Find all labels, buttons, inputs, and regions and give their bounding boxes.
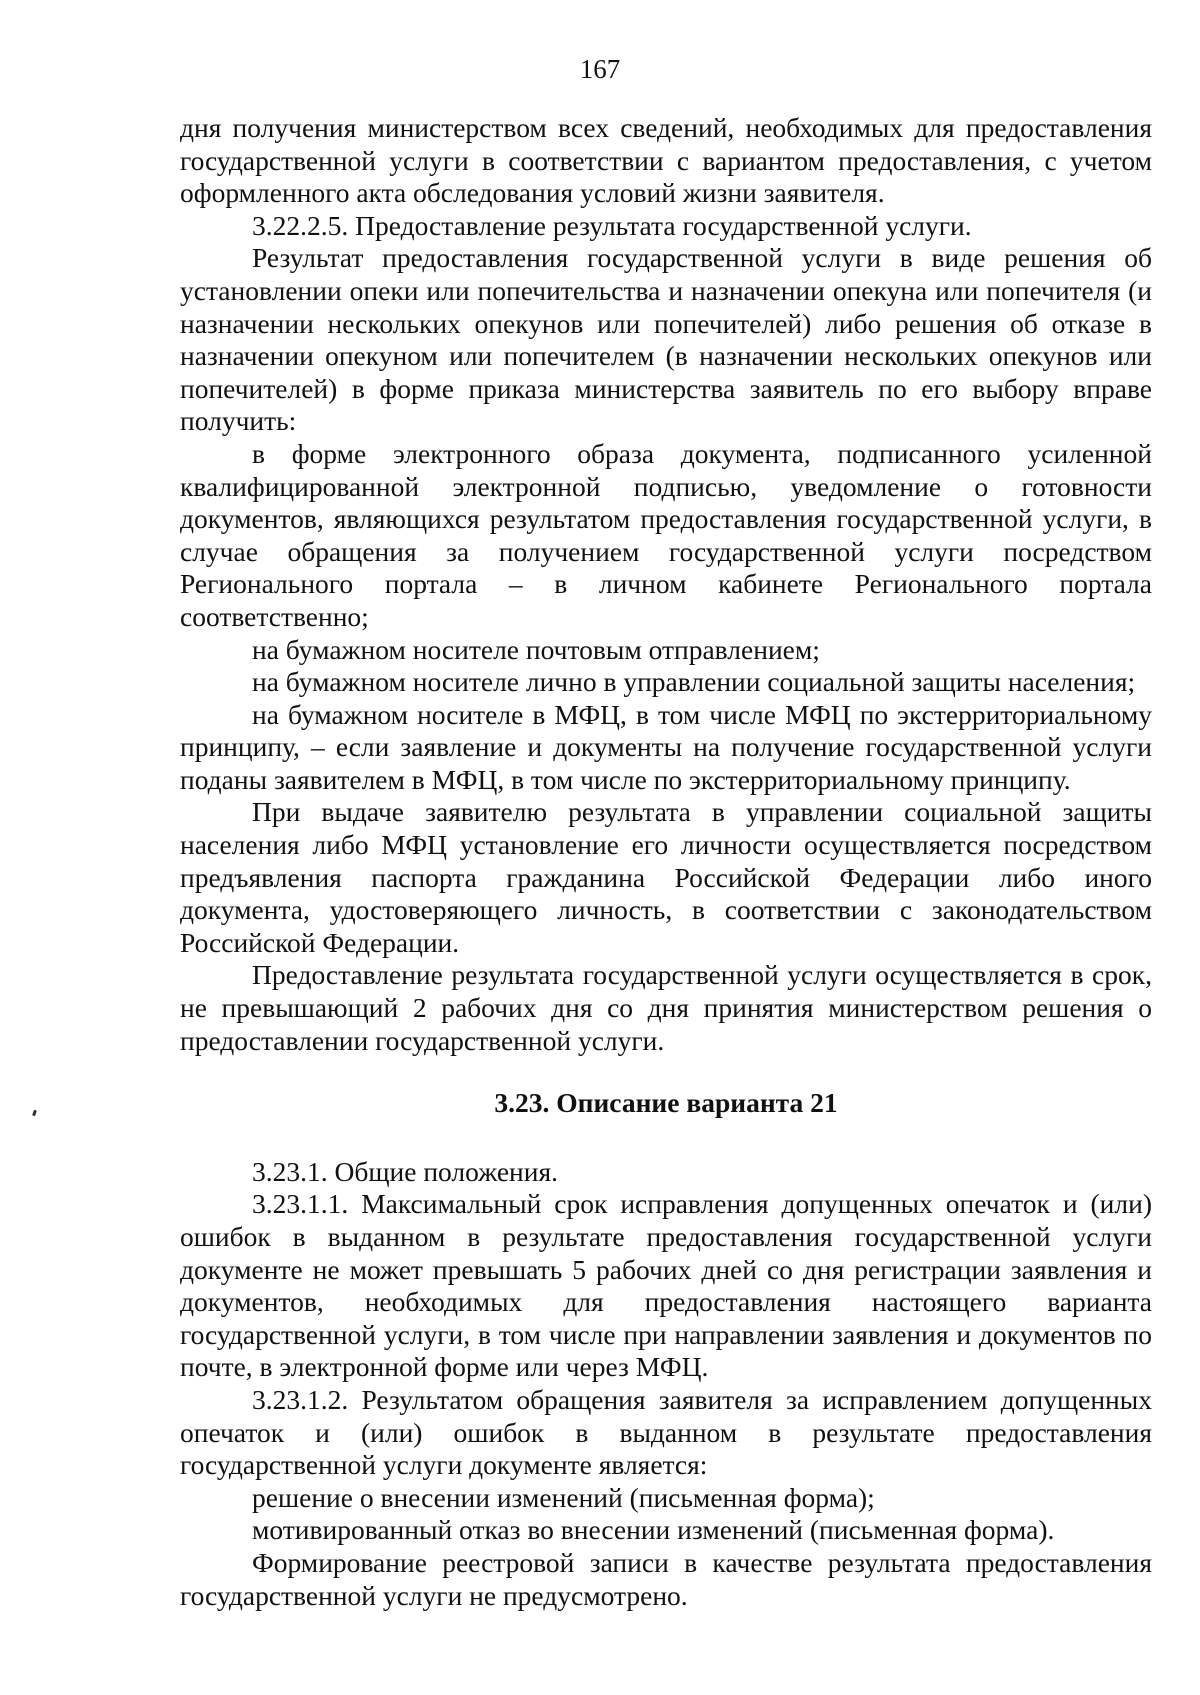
paragraph-continuation: дня получения министерством всех сведений, необходимых для предоставления государственной услуги в соответствии с вариантом предоставления, с учетом оформленного акта обследования условий жизни заявителя. xyxy=(180,112,1152,209)
paragraph-mfc-delivery: на бумажном носителе в МФЦ, в том числе МФЦ по экстерриториальному принципу, – если заявление и документы на получение государственной услуги поданы заявителем в МФЦ, в том числе по экстерриториальному принципу. xyxy=(180,698,1152,795)
paragraph-result-description: Результат предоставления государственной услуги в виде решения об установлении опеки или попечительства и назначении опекуна или попечителя (и назначении нескольких опекунов или попечителей) либо решения об отказе в назначении опекуном или попечителем (в назначении нескольких опекунов или попечителей) в форме приказа министерства заявитель по его выбору вправе получить: xyxy=(180,242,1152,437)
paragraph-in-person-delivery: на бумажном носителе лично в управлении социальной защиты населения; xyxy=(252,666,1136,698)
paragraph-clause-3-23-1-2: 3.23.1.2. Результатом обращения заявителя за исправлением допущенных опечаток и (или) ошибок в выданном в результате предоставления государственной услуги документе является: xyxy=(180,1383,1152,1481)
scan-speck xyxy=(32,1110,37,1117)
section-heading: 3.23. Описание варианта 21 xyxy=(494,1087,838,1119)
paragraph-identity-verification: При выдаче заявителю результата в управлении социальной защиты населения либо МФЦ установление его личности осуществляется посредством предъявления паспорта гражданина Российской Федерации либо иного документа, удостоверяющего личность, в соответствии с законодательством Российской Федерации. xyxy=(180,796,1152,958)
paragraph-postal-delivery: на бумажном носителе почтовым отправлением; xyxy=(252,633,820,665)
paragraph-registry-record: Формирование реестровой записи в качестве результата предоставления государственной услуги не предусмотрено. xyxy=(180,1546,1152,1611)
document-body xyxy=(180,112,1152,1612)
paragraph-clause-3-22-2-5: 3.22.2.5. Предоставление результата государственной услуги. xyxy=(252,209,972,241)
paragraph-clause-3-23-1-1: 3.23.1.1. Максимальный срок исправления допущенных опечаток и (или) ошибок в выданном в результате предоставления государственной услуги документе не может превышать 5 рабочих дней со дня регистрации заявления и документов, необходимых для предоставления настоящего варианта государственной услуги, в том числе при направлении заявления и документов по почте, в электронной форме или через МФЦ. xyxy=(180,1188,1152,1383)
paragraph-motivated-refusal: мотивированный отказ во внесении изменений (письменная форма). xyxy=(252,1514,1055,1546)
paragraph-decision-changes: решение о внесении изменений (письменная форма); xyxy=(252,1481,875,1513)
paragraph-electronic-form: в форме электронного образа документа, подписанного усиленной квалифицированной электронной подписью, уведомление о готовности документов, являющихся результатом предоставления государственной услуги, в случае обращения за получением государственной услуги посредством Регионального портала – в личном кабинете Регионального портала соответственно; xyxy=(180,437,1152,632)
paragraph-delivery-deadline: Предоставление результата государственной услуги осуществляется в срок, не превышающий 2 рабочих дня со дня принятия министерством решения о предоставлении государственной услуги. xyxy=(180,959,1152,1056)
page-number: 167 xyxy=(579,54,621,84)
paragraph-clause-3-23-1: 3.23.1. Общие положения. xyxy=(252,1155,559,1187)
